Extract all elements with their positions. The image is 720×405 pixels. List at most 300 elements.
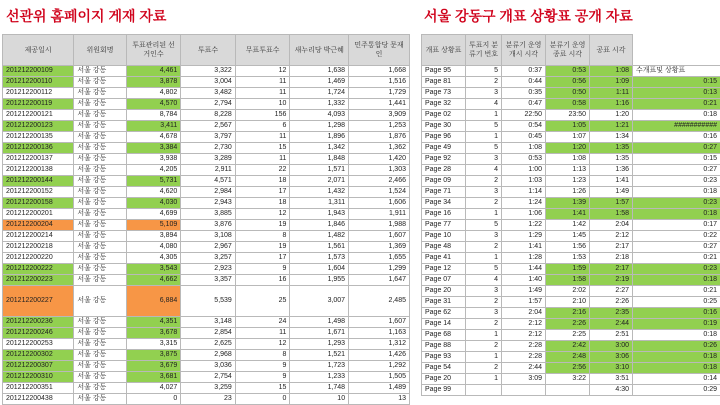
table-cell[interactable]: 서울 강동	[74, 143, 126, 154]
table-cell[interactable]: 25	[235, 286, 290, 317]
left-column-header[interactable]: 투표관리된 선거인수	[126, 35, 181, 66]
table-cell[interactable]: 1,482	[290, 231, 349, 242]
extra-column-cell[interactable]: 0:16	[633, 308, 720, 319]
table-cell[interactable]: 서울 강동	[74, 361, 126, 372]
table-cell[interactable]: Page 34	[422, 198, 466, 209]
table-cell[interactable]: 201212200158	[3, 198, 74, 209]
extra-column-cell[interactable]: 0:21	[633, 286, 720, 297]
table-cell[interactable]: 2:51	[590, 330, 633, 341]
table-cell[interactable]: 201212200110	[3, 77, 74, 88]
table-cell[interactable]: 1:57	[502, 297, 546, 308]
table-cell[interactable]: 9	[235, 361, 290, 372]
table-cell[interactable]: 1:03	[502, 176, 546, 187]
table-cell[interactable]: 1,505	[349, 372, 410, 383]
table-cell[interactable]: 1,604	[290, 264, 349, 275]
right-column-header[interactable]: 투표지 분류기 번호	[466, 35, 502, 66]
table-cell[interactable]: 3,007	[290, 286, 349, 317]
left-column-header[interactable]: 민주통합당 문재인	[349, 35, 410, 66]
table-cell[interactable]: 201212200123	[3, 121, 74, 132]
table-cell[interactable]: 0	[126, 394, 181, 405]
left-column-header[interactable]: 새누리당 박근혜	[290, 35, 349, 66]
extra-column-cell[interactable]: 0:16	[633, 132, 720, 143]
table-cell[interactable]: 4,699	[126, 209, 181, 220]
table-cell[interactable]: 3:22	[546, 374, 590, 385]
table-cell[interactable]: Page 88	[422, 341, 466, 352]
table-cell[interactable]: 2	[466, 341, 502, 352]
table-cell[interactable]: 4,662	[126, 275, 181, 286]
table-cell[interactable]: 1:28	[502, 253, 546, 264]
table-cell[interactable]: 4,093	[290, 110, 349, 121]
table-cell[interactable]: 3,357	[181, 275, 236, 286]
table-cell[interactable]: 1,671	[290, 328, 349, 339]
table-cell[interactable]: 22:50	[502, 110, 546, 121]
table-cell[interactable]: 서울 강동	[74, 372, 126, 383]
table-cell[interactable]: 4,080	[126, 242, 181, 253]
table-cell[interactable]: 201212200220	[3, 253, 74, 264]
table-cell[interactable]: 2:27	[590, 286, 633, 297]
table-cell[interactable]: 0:56	[546, 77, 590, 88]
right-column-header[interactable]: 분류기 운영 종료 시각	[546, 35, 590, 66]
extra-column-cell[interactable]: 0:18	[633, 352, 720, 363]
extra-column-cell[interactable]: 0:17	[633, 220, 720, 231]
extra-column-cell[interactable]: 0:23	[633, 176, 720, 187]
table-cell[interactable]: 4,027	[126, 383, 181, 394]
table-cell[interactable]: 서울 강동	[74, 187, 126, 198]
extra-column-cell[interactable]: 0:27	[633, 242, 720, 253]
table-cell[interactable]: 0:35	[502, 88, 546, 99]
table-cell[interactable]: 1:09	[590, 77, 633, 88]
table-cell[interactable]: 서울 강동	[74, 198, 126, 209]
table-cell[interactable]: 1,607	[349, 231, 410, 242]
table-cell[interactable]: 2:17	[590, 264, 633, 275]
table-cell[interactable]: 1,911	[349, 209, 410, 220]
extra-column-cell[interactable]: 0:23	[633, 198, 720, 209]
table-cell[interactable]: 4,802	[126, 88, 181, 99]
table-cell[interactable]: 1,729	[349, 88, 410, 99]
table-cell[interactable]: 16	[235, 275, 290, 286]
table-cell[interactable]: 10	[290, 394, 349, 405]
table-cell[interactable]: 2,730	[181, 143, 236, 154]
table-cell[interactable]: 1,521	[290, 350, 349, 361]
table-cell[interactable]: 1	[466, 374, 502, 385]
extra-column-cell[interactable]: 0:27	[633, 165, 720, 176]
table-cell[interactable]: 201212200109	[3, 66, 74, 77]
table-cell[interactable]: 0:53	[546, 66, 590, 77]
table-cell[interactable]: 1:05	[546, 121, 590, 132]
table-cell[interactable]: 1,638	[290, 66, 349, 77]
table-cell[interactable]: 5,109	[126, 220, 181, 231]
extra-column-cell[interactable]: 0:21	[633, 253, 720, 264]
table-cell[interactable]: Page 09	[422, 176, 466, 187]
table-cell[interactable]: Page 96	[422, 132, 466, 143]
table-cell[interactable]: 1,571	[290, 165, 349, 176]
table-cell[interactable]: 1,498	[290, 317, 349, 328]
table-cell[interactable]: 서울 강동	[74, 121, 126, 132]
table-cell[interactable]: 4,570	[126, 99, 181, 110]
table-cell[interactable]: 201212200121	[3, 110, 74, 121]
table-cell[interactable]: 1,311	[290, 198, 349, 209]
table-cell[interactable]: 1:57	[590, 198, 633, 209]
table-cell[interactable]: 1,253	[349, 121, 410, 132]
table-cell[interactable]: 1:20	[546, 143, 590, 154]
extra-column-cell[interactable]: 0:18	[633, 330, 720, 341]
table-cell[interactable]: 서울 강동	[74, 220, 126, 231]
table-cell[interactable]: 1:56	[546, 242, 590, 253]
table-cell[interactable]: 8	[235, 231, 290, 242]
table-cell[interactable]: 1,312	[349, 339, 410, 350]
table-cell[interactable]: 6	[235, 121, 290, 132]
table-cell[interactable]: 2,625	[181, 339, 236, 350]
table-cell[interactable]: 1,896	[290, 132, 349, 143]
table-cell[interactable]: 1:29	[502, 231, 546, 242]
table-cell[interactable]: 201212200135	[3, 132, 74, 143]
table-cell[interactable]: 1,432	[290, 187, 349, 198]
table-cell[interactable]: 서울 강동	[74, 165, 126, 176]
extra-column-cell[interactable]: 0:25	[633, 297, 720, 308]
table-cell[interactable]: 2,794	[181, 99, 236, 110]
table-cell[interactable]: 1,524	[349, 187, 410, 198]
table-cell[interactable]: 1,668	[349, 66, 410, 77]
table-cell[interactable]: 1:11	[590, 88, 633, 99]
table-cell[interactable]: 2	[466, 319, 502, 330]
table-cell[interactable]: 서울 강동	[74, 253, 126, 264]
table-cell[interactable]: Page 95	[422, 66, 466, 77]
table-cell[interactable]: 1,420	[349, 154, 410, 165]
table-cell[interactable]: 3	[466, 187, 502, 198]
table-cell[interactable]: 201212200302	[3, 350, 74, 361]
table-cell[interactable]: 1:21	[590, 121, 633, 132]
extra-column-cell[interactable]: 0:18	[633, 275, 720, 286]
extra-column-cell[interactable]: 0:23	[633, 264, 720, 275]
table-cell[interactable]: Page 93	[422, 352, 466, 363]
table-cell[interactable]: Page 30	[422, 121, 466, 132]
table-cell[interactable]: 4,620	[126, 187, 181, 198]
table-cell[interactable]: 201212200438	[3, 394, 74, 405]
table-cell[interactable]: 3:09	[502, 374, 546, 385]
table-cell[interactable]	[546, 385, 590, 396]
table-cell[interactable]: 3,878	[126, 77, 181, 88]
table-cell[interactable]: 2:28	[502, 341, 546, 352]
table-cell[interactable]: 3:51	[590, 374, 633, 385]
table-cell[interactable]: 서울 강동	[74, 242, 126, 253]
table-cell[interactable]: 3,909	[349, 110, 410, 121]
table-cell[interactable]: Page 77	[422, 220, 466, 231]
table-cell[interactable]: 2,485	[349, 286, 410, 317]
table-cell[interactable]: 18	[235, 176, 290, 187]
table-cell[interactable]: 1,561	[290, 242, 349, 253]
table-cell[interactable]: 3	[466, 286, 502, 297]
extra-column-cell[interactable]: 0:18	[633, 363, 720, 374]
table-cell[interactable]: 2:12	[502, 330, 546, 341]
table-cell[interactable]: 1,469	[290, 77, 349, 88]
table-cell[interactable]: 12	[235, 209, 290, 220]
table-cell[interactable]: 1:44	[502, 264, 546, 275]
table-cell[interactable]: 19	[235, 220, 290, 231]
table-cell[interactable]: 1:08	[502, 143, 546, 154]
table-cell[interactable]: 12	[235, 339, 290, 350]
table-cell[interactable]: Page 68	[422, 330, 466, 341]
table-cell[interactable]: 서울 강동	[74, 394, 126, 405]
table-cell[interactable]: 3,384	[126, 143, 181, 154]
table-cell[interactable]: 0	[235, 394, 290, 405]
table-cell[interactable]: 3	[466, 231, 502, 242]
table-cell[interactable]: 1:45	[546, 231, 590, 242]
table-cell[interactable]: 201212200201	[3, 209, 74, 220]
table-cell[interactable]: 1:42	[546, 220, 590, 231]
table-cell[interactable]: 1:00	[502, 165, 546, 176]
table-cell[interactable]: 1,876	[349, 132, 410, 143]
table-cell[interactable]: 5	[466, 220, 502, 231]
table-cell[interactable]: 201212200227	[3, 286, 74, 317]
table-cell[interactable]: 1	[466, 209, 502, 220]
table-cell[interactable]: Page 31	[422, 297, 466, 308]
table-cell[interactable]: 0:47	[502, 99, 546, 110]
table-cell[interactable]: 1:20	[590, 110, 633, 121]
table-cell[interactable]: 2,466	[349, 176, 410, 187]
table-cell[interactable]: 서울 강동	[74, 110, 126, 121]
table-cell[interactable]: 1:08	[590, 66, 633, 77]
table-cell[interactable]: Page 07	[422, 275, 466, 286]
table-cell[interactable]: 1:36	[590, 165, 633, 176]
table-cell[interactable]: 2:44	[502, 363, 546, 374]
table-cell[interactable]: 23:50	[546, 110, 590, 121]
extra-column-cell[interactable]: 0:14	[633, 374, 720, 385]
table-cell[interactable]: 5	[466, 143, 502, 154]
table-cell[interactable]: 201212200136	[3, 143, 74, 154]
table-cell[interactable]: 서울 강동	[74, 88, 126, 99]
table-cell[interactable]: 3,797	[181, 132, 236, 143]
table-cell[interactable]: 서울 강동	[74, 328, 126, 339]
table-cell[interactable]: 서울 강동	[74, 383, 126, 394]
table-cell[interactable]: 4:30	[590, 385, 633, 396]
table-cell[interactable]: Page 48	[422, 242, 466, 253]
table-cell[interactable]: 2,071	[290, 176, 349, 187]
table-cell[interactable]: 2:25	[546, 330, 590, 341]
table-cell[interactable]: 201212200214	[3, 231, 74, 242]
table-cell[interactable]: 5,539	[181, 286, 236, 317]
table-cell[interactable]: 4,571	[181, 176, 236, 187]
table-cell[interactable]: 15	[235, 383, 290, 394]
left-column-header[interactable]: 무표투표수	[235, 35, 290, 66]
table-cell[interactable]: 8	[235, 350, 290, 361]
table-cell[interactable]: 11	[235, 328, 290, 339]
table-cell[interactable]: 201212200218	[3, 242, 74, 253]
table-cell[interactable]: Page 71	[422, 187, 466, 198]
table-cell[interactable]: 서울 강동	[74, 264, 126, 275]
table-cell[interactable]: 1,655	[349, 253, 410, 264]
table-cell[interactable]: 1,441	[349, 99, 410, 110]
extra-column-cell[interactable]: 0:29	[633, 385, 720, 396]
table-cell[interactable]: 201212200222	[3, 264, 74, 275]
table-cell[interactable]: 3,875	[126, 350, 181, 361]
table-cell[interactable]: 2,943	[181, 198, 236, 209]
table-cell[interactable]: 1:34	[590, 132, 633, 143]
table-cell[interactable]: 1,846	[290, 220, 349, 231]
extra-column-cell[interactable]: 0:21	[633, 99, 720, 110]
table-cell[interactable]: 8,228	[181, 110, 236, 121]
extra-column-cell[interactable]: 0:18	[633, 110, 720, 121]
table-cell[interactable]: 9	[235, 372, 290, 383]
table-cell[interactable]: 5	[466, 264, 502, 275]
table-cell[interactable]: 2	[466, 242, 502, 253]
extra-column-cell[interactable]: 0:15	[633, 77, 720, 88]
left-column-header[interactable]: 제공일시	[3, 35, 74, 66]
table-cell[interactable]: 1,606	[349, 198, 410, 209]
table-cell[interactable]: 13	[349, 394, 410, 405]
table-cell[interactable]: 1:23	[546, 176, 590, 187]
table-cell[interactable]: 3,482	[181, 88, 236, 99]
table-cell[interactable]: 1,233	[290, 372, 349, 383]
table-cell[interactable]: 1,573	[290, 253, 349, 264]
table-cell[interactable]: 4,305	[126, 253, 181, 264]
table-cell[interactable]: 2:18	[590, 253, 633, 264]
table-cell[interactable]: 1:35	[590, 154, 633, 165]
table-cell[interactable]: 18	[235, 198, 290, 209]
right-column-header[interactable]: 분류기 운영 개시 시각	[502, 35, 546, 66]
table-cell[interactable]: Page 49	[422, 143, 466, 154]
table-cell[interactable]: 0:44	[502, 77, 546, 88]
table-cell[interactable]: 1:39	[546, 198, 590, 209]
table-cell[interactable]: 3,876	[181, 220, 236, 231]
table-cell[interactable]: 2	[466, 363, 502, 374]
extra-column-cell[interactable]: 0:26	[633, 341, 720, 352]
table-cell[interactable]: 1,724	[290, 88, 349, 99]
table-cell[interactable]: Page 16	[422, 209, 466, 220]
table-cell[interactable]: 17	[235, 253, 290, 264]
table-cell[interactable]: 0:58	[546, 99, 590, 110]
table-cell[interactable]: 3,322	[181, 66, 236, 77]
table-cell[interactable]: 3,289	[181, 154, 236, 165]
table-cell[interactable]: 0:53	[502, 154, 546, 165]
table-cell[interactable]	[502, 385, 546, 396]
table-cell[interactable]: 1,607	[349, 317, 410, 328]
table-cell[interactable]: 201212200204	[3, 220, 74, 231]
table-cell[interactable]: 3,108	[181, 231, 236, 242]
table-cell[interactable]: 1:58	[546, 275, 590, 286]
table-cell[interactable]: 22	[235, 165, 290, 176]
table-cell[interactable]: 8,784	[126, 110, 181, 121]
table-cell[interactable]: 2,923	[181, 264, 236, 275]
left-column-header[interactable]: 투표수	[181, 35, 236, 66]
table-cell[interactable]: 1,342	[290, 143, 349, 154]
table-cell[interactable]: 1,723	[290, 361, 349, 372]
table-cell[interactable]: 201212200307	[3, 361, 74, 372]
table-cell[interactable]: 1,426	[349, 350, 410, 361]
table-cell[interactable]: 2	[466, 297, 502, 308]
table-cell[interactable]: Page 73	[422, 88, 466, 99]
table-cell[interactable]: 11	[235, 154, 290, 165]
table-cell[interactable]: 2	[466, 176, 502, 187]
table-cell[interactable]: 서울 강동	[74, 154, 126, 165]
table-cell[interactable]: 3,681	[126, 372, 181, 383]
table-cell[interactable]: 3,885	[181, 209, 236, 220]
table-cell[interactable]: 1,163	[349, 328, 410, 339]
table-cell[interactable]: 201212200137	[3, 154, 74, 165]
table-cell[interactable]: 1	[466, 352, 502, 363]
table-cell[interactable]: 3,938	[126, 154, 181, 165]
table-cell[interactable]: 4	[466, 165, 502, 176]
table-cell[interactable]: 11	[235, 132, 290, 143]
table-cell[interactable]: 10	[235, 99, 290, 110]
table-cell[interactable]: 3	[466, 88, 502, 99]
table-cell[interactable]: Page 41	[422, 253, 466, 264]
table-cell[interactable]: 1,955	[290, 275, 349, 286]
table-cell[interactable]: 11	[235, 88, 290, 99]
extra-column-cell[interactable]: 0:13	[633, 88, 720, 99]
extra-column-cell[interactable]: 0:22	[633, 231, 720, 242]
table-cell[interactable]: 0:50	[546, 88, 590, 99]
table-cell[interactable]: 1:26	[546, 187, 590, 198]
table-cell[interactable]: 서울 강동	[74, 231, 126, 242]
table-cell[interactable]: 3,148	[181, 317, 236, 328]
table-cell[interactable]: 17	[235, 187, 290, 198]
table-cell[interactable]: 3,259	[181, 383, 236, 394]
table-cell[interactable]: 서울 강동	[74, 132, 126, 143]
table-cell[interactable]: 2,967	[181, 242, 236, 253]
extra-column-cell[interactable]: 0:15	[633, 154, 720, 165]
table-cell[interactable]: 2:26	[546, 319, 590, 330]
table-cell[interactable]: 2,984	[181, 187, 236, 198]
table-cell[interactable]: 2:04	[502, 308, 546, 319]
table-cell[interactable]: 1,299	[349, 264, 410, 275]
table-cell[interactable]: 0:54	[502, 121, 546, 132]
table-cell[interactable]: 2,754	[181, 372, 236, 383]
extra-column-cell[interactable]: 0:19	[633, 319, 720, 330]
table-cell[interactable]: 1:41	[546, 209, 590, 220]
table-cell[interactable]: 23	[181, 394, 236, 405]
table-cell[interactable]: 2:12	[502, 319, 546, 330]
extra-column-cell[interactable]: 수개표및 상황표	[633, 66, 720, 77]
table-cell[interactable]: 3,004	[181, 77, 236, 88]
table-cell[interactable]: 0:37	[502, 66, 546, 77]
table-cell[interactable]: 1	[466, 110, 502, 121]
table-cell[interactable]: 서울 강동	[74, 99, 126, 110]
table-cell[interactable]: 1:49	[502, 286, 546, 297]
table-cell[interactable]: 1,848	[290, 154, 349, 165]
table-cell[interactable]: 15	[235, 143, 290, 154]
table-cell[interactable]: 201212200310	[3, 372, 74, 383]
table-cell[interactable]: 서울 강동	[74, 77, 126, 88]
table-cell[interactable]	[466, 385, 502, 396]
table-cell[interactable]: 서울 강동	[74, 176, 126, 187]
table-cell[interactable]: 4	[466, 99, 502, 110]
table-cell[interactable]: 0:45	[502, 132, 546, 143]
table-cell[interactable]: Page 10	[422, 231, 466, 242]
table-cell[interactable]: 9	[235, 264, 290, 275]
table-cell[interactable]: 서울 강동	[74, 66, 126, 77]
table-cell[interactable]: 1:08	[546, 154, 590, 165]
table-cell[interactable]: 5	[466, 121, 502, 132]
table-cell[interactable]: 서울 강동	[74, 350, 126, 361]
table-cell[interactable]: 2,567	[181, 121, 236, 132]
table-cell[interactable]: 3,036	[181, 361, 236, 372]
table-cell[interactable]: 2,854	[181, 328, 236, 339]
table-cell[interactable]: 3,315	[126, 339, 181, 350]
table-cell[interactable]: 1:13	[546, 165, 590, 176]
table-cell[interactable]: 2:02	[546, 286, 590, 297]
table-cell[interactable]: 1,647	[349, 275, 410, 286]
table-cell[interactable]: 4,461	[126, 66, 181, 77]
table-cell[interactable]: 3	[466, 308, 502, 319]
table-cell[interactable]: 4,205	[126, 165, 181, 176]
table-cell[interactable]: 1:35	[590, 143, 633, 154]
table-cell[interactable]: 2,911	[181, 165, 236, 176]
table-cell[interactable]: 1:58	[590, 209, 633, 220]
right-column-header[interactable]: 개표 상황표	[422, 35, 466, 66]
table-cell[interactable]: 1,293	[290, 339, 349, 350]
table-cell[interactable]: 201212200253	[3, 339, 74, 350]
table-cell[interactable]: 1,298	[290, 121, 349, 132]
